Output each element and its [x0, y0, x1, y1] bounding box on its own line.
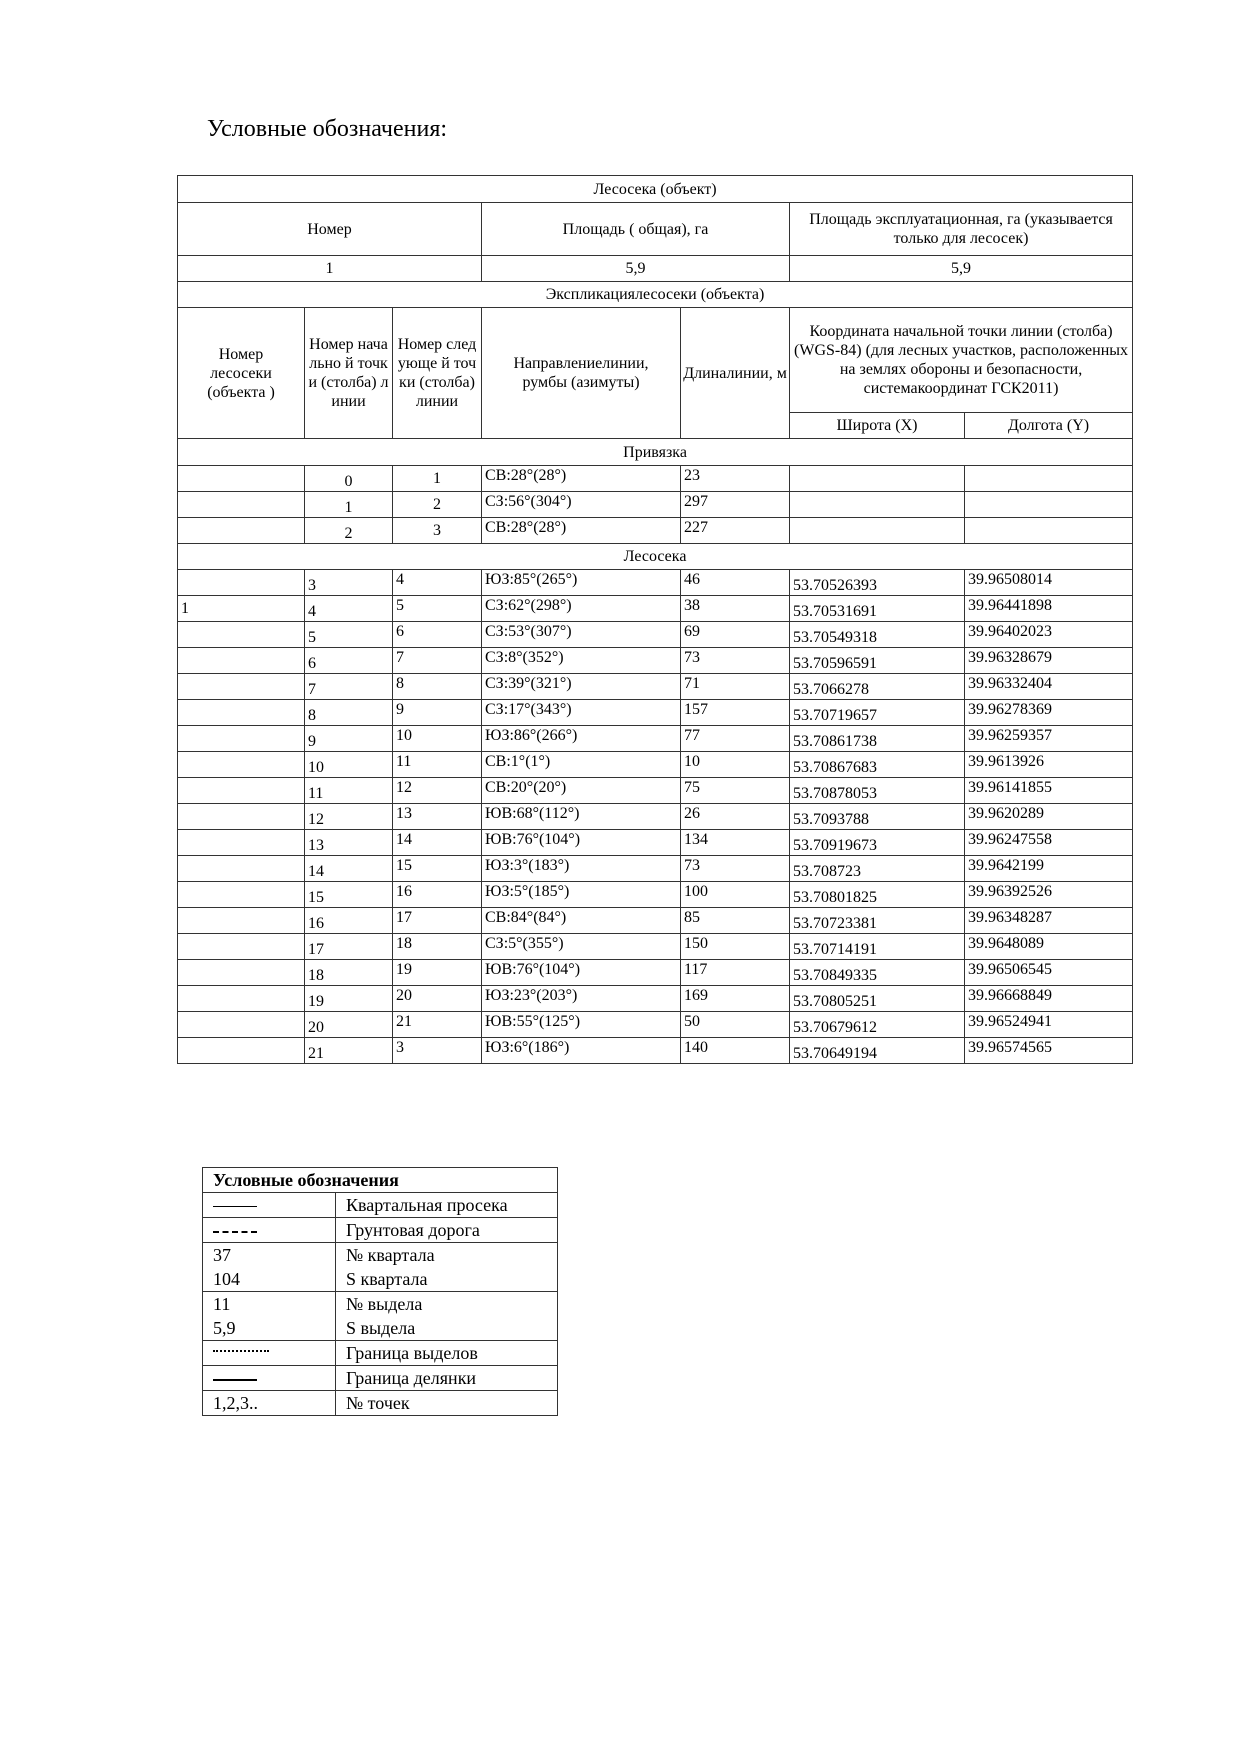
start-point-cell: 16 — [305, 908, 393, 934]
next-point-cell: 8 — [393, 674, 482, 700]
lat-cell: 53.7093788 — [790, 804, 965, 830]
lat-cell: 53.70679612 — [790, 1012, 965, 1038]
direction-cell: СВ:28°(28°) — [482, 466, 681, 492]
legend-label: № точек — [336, 1391, 558, 1416]
lat-cell: 53.70861738 — [790, 726, 965, 752]
plot-no-cell — [178, 700, 305, 726]
plot-no-cell — [178, 908, 305, 934]
plot-row — [178, 752, 1133, 778]
next-point-cell: 11 — [393, 752, 482, 778]
start-point-cell: 5 — [305, 622, 393, 648]
lon-cell — [965, 466, 1133, 492]
lat-cell: 53.70723381 — [790, 908, 965, 934]
plot-row — [178, 726, 1133, 752]
dashed-line-icon — [213, 1231, 257, 1233]
direction-cell: ЮВ:55°(125°) — [482, 1012, 681, 1038]
next-point-cell: 21 — [393, 1012, 482, 1038]
binding-row — [178, 492, 1133, 518]
plot-no-cell — [178, 492, 305, 518]
plot-no-cell — [178, 856, 305, 882]
binding-row — [178, 466, 1133, 492]
lat-cell: 53.708723 — [790, 856, 965, 882]
length-cell: 73 — [681, 648, 790, 674]
plot-row — [178, 622, 1133, 648]
legend-table — [202, 1167, 558, 1416]
length-cell: 150 — [681, 934, 790, 960]
lat-cell — [790, 466, 965, 492]
plot-no-header: Номер лесосеки (объекта ) — [178, 308, 305, 439]
lon-cell: 39.96328679 — [965, 648, 1133, 674]
lon-cell — [965, 492, 1133, 518]
direction-header: Направлениелинии, румбы (азимуты) — [482, 308, 681, 439]
legend-symbol-line: 5,9 — [213, 1318, 236, 1338]
length-cell: 134 — [681, 830, 790, 856]
length-cell: 50 — [681, 1012, 790, 1038]
next-point-cell: 12 — [393, 778, 482, 804]
binding-row — [178, 518, 1133, 544]
start-point-cell: 10 — [305, 752, 393, 778]
next-point-header: Номер следующе й точки (столба) линии — [393, 308, 482, 439]
plot-no-cell — [178, 1038, 305, 1064]
legend-label-line: S квартала — [346, 1269, 428, 1289]
length-cell: 69 — [681, 622, 790, 648]
legend-row — [203, 1341, 558, 1366]
length-cell: 10 — [681, 752, 790, 778]
lat-cell: 53.70526393 — [790, 570, 965, 596]
legend-row — [203, 1193, 558, 1218]
lon-cell: 39.9613926 — [965, 752, 1133, 778]
lon-cell: 39.96524941 — [965, 1012, 1133, 1038]
next-point-cell: 1 — [393, 466, 482, 492]
next-point-cell: 19 — [393, 960, 482, 986]
lon-cell: 39.96392526 — [965, 882, 1133, 908]
start-point-cell: 1 — [305, 492, 393, 518]
length-cell: 140 — [681, 1038, 790, 1064]
legend-symbol — [203, 1292, 336, 1341]
plot-no-cell — [178, 622, 305, 648]
length-cell: 75 — [681, 778, 790, 804]
lat-cell: 53.70849335 — [790, 960, 965, 986]
plot-no-cell — [178, 830, 305, 856]
lon-cell: 39.96574565 — [965, 1038, 1133, 1064]
direction-cell: СЗ:5°(355°) — [482, 934, 681, 960]
start-point-cell: 14 — [305, 856, 393, 882]
plot-row — [178, 804, 1133, 830]
length-cell: 227 — [681, 518, 790, 544]
direction-cell: СЗ:53°(307°) — [482, 622, 681, 648]
lat-cell — [790, 492, 965, 518]
lon-cell: 39.96506545 — [965, 960, 1133, 986]
plot-row — [178, 778, 1133, 804]
dotted-line-icon — [213, 1350, 269, 1352]
plot-section-title: Лесосека — [178, 544, 1133, 570]
summary-area-total: 5,9 — [482, 256, 790, 282]
plot-no-cell — [178, 882, 305, 908]
page-heading: Условные обозначения: — [207, 116, 448, 142]
next-point-cell: 14 — [393, 830, 482, 856]
start-point-cell: 13 — [305, 830, 393, 856]
summary-area-exploit: 5,9 — [790, 256, 1133, 282]
legend-row — [203, 1243, 558, 1292]
plot-row — [178, 856, 1133, 882]
plot-no-cell — [178, 986, 305, 1012]
legend-label: Грунтовая дорога — [336, 1218, 558, 1243]
next-point-cell: 15 — [393, 856, 482, 882]
legend-label — [336, 1292, 558, 1341]
legend-symbol: 1,2,3.. — [203, 1391, 336, 1416]
plot-no-cell — [178, 804, 305, 830]
plot-no-cell — [178, 960, 305, 986]
lon-cell: 39.96402023 — [965, 622, 1133, 648]
length-cell: 23 — [681, 466, 790, 492]
lat-cell: 53.7066278 — [790, 674, 965, 700]
start-point-cell: 17 — [305, 934, 393, 960]
plot-no-cell — [178, 466, 305, 492]
legend-rows — [203, 1193, 558, 1416]
summary-number: 1 — [178, 256, 482, 282]
length-cell: 169 — [681, 986, 790, 1012]
lat-cell: 53.70549318 — [790, 622, 965, 648]
plot-row — [178, 986, 1133, 1012]
start-point-cell: 3 — [305, 570, 393, 596]
next-point-cell: 20 — [393, 986, 482, 1012]
plot-no-cell — [178, 1012, 305, 1038]
direction-cell: СВ:28°(28°) — [482, 518, 681, 544]
legend-row — [203, 1366, 558, 1391]
direction-cell: СЗ:56°(304°) — [482, 492, 681, 518]
direction-cell: СВ:20°(20°) — [482, 778, 681, 804]
next-point-cell: 2 — [393, 492, 482, 518]
direction-cell: СЗ:8°(352°) — [482, 648, 681, 674]
lat-cell: 53.70805251 — [790, 986, 965, 1012]
plot-row — [178, 570, 1133, 596]
plot-no-cell — [178, 570, 305, 596]
solid-line-icon — [213, 1206, 257, 1207]
length-cell: 38 — [681, 596, 790, 622]
direction-cell: ЮЗ:86°(266°) — [482, 726, 681, 752]
next-point-cell: 9 — [393, 700, 482, 726]
plot-row — [178, 882, 1133, 908]
length-header: Длиналинии, м — [681, 308, 790, 439]
lon-header: Долгота (Y) — [965, 413, 1133, 439]
direction-cell: ЮЗ:5°(185°) — [482, 882, 681, 908]
start-point-cell: 11 — [305, 778, 393, 804]
plot-row — [178, 674, 1133, 700]
legend-symbol — [203, 1243, 336, 1292]
start-point-cell: 0 — [305, 466, 393, 492]
next-point-cell: 10 — [393, 726, 482, 752]
lat-cell: 53.70714191 — [790, 934, 965, 960]
next-point-cell: 13 — [393, 804, 482, 830]
start-point-cell: 4 — [305, 596, 393, 622]
plot-no-cell — [178, 778, 305, 804]
lon-cell: 39.96141855 — [965, 778, 1133, 804]
plot-row — [178, 648, 1133, 674]
lon-cell: 39.96348287 — [965, 908, 1133, 934]
lon-cell: 39.9648089 — [965, 934, 1133, 960]
start-point-cell: 12 — [305, 804, 393, 830]
plot-no-cell — [178, 726, 305, 752]
lon-cell: 39.96508014 — [965, 570, 1133, 596]
next-point-cell: 18 — [393, 934, 482, 960]
explication-title: Экспликациялесосеки (объекта) — [178, 282, 1133, 308]
plot-no-cell — [178, 934, 305, 960]
start-point-cell: 15 — [305, 882, 393, 908]
direction-cell: ЮЗ:85°(265°) — [482, 570, 681, 596]
lat-cell: 53.70719657 — [790, 700, 965, 726]
plot-no-cell — [178, 674, 305, 700]
lon-cell: 39.96247558 — [965, 830, 1133, 856]
lat-cell: 53.70596591 — [790, 648, 965, 674]
lat-cell — [790, 518, 965, 544]
direction-cell: СЗ:17°(343°) — [482, 700, 681, 726]
binding-rows — [178, 466, 1133, 544]
lat-cell: 53.70649194 — [790, 1038, 965, 1064]
direction-cell: ЮЗ:6°(186°) — [482, 1038, 681, 1064]
plot-row — [178, 830, 1133, 856]
next-point-cell: 17 — [393, 908, 482, 934]
legend-row — [203, 1391, 558, 1416]
plot-no-cell — [178, 752, 305, 778]
direction-cell: СВ:1°(1°) — [482, 752, 681, 778]
lat-cell: 53.70867683 — [790, 752, 965, 778]
lon-cell: 39.96259357 — [965, 726, 1133, 752]
next-point-cell: 3 — [393, 1038, 482, 1064]
start-point-cell: 2 — [305, 518, 393, 544]
next-point-cell: 6 — [393, 622, 482, 648]
plot-row — [178, 908, 1133, 934]
area-total-header: Площадь ( общая), га — [482, 203, 790, 256]
legend-label-line: № выдела — [346, 1294, 423, 1314]
lon-cell: 39.96441898 — [965, 596, 1133, 622]
plot-table — [177, 175, 1133, 1064]
length-cell: 297 — [681, 492, 790, 518]
length-cell: 117 — [681, 960, 790, 986]
direction-cell: СЗ:39°(321°) — [482, 674, 681, 700]
start-point-cell: 18 — [305, 960, 393, 986]
start-point-cell: 8 — [305, 700, 393, 726]
lon-cell: 39.96332404 — [965, 674, 1133, 700]
direction-cell: ЮВ:68°(112°) — [482, 804, 681, 830]
plot-no-cell — [178, 648, 305, 674]
length-cell: 85 — [681, 908, 790, 934]
legend-symbol-line: 11 — [213, 1294, 231, 1314]
legend-symbol — [203, 1218, 336, 1243]
plot-row — [178, 596, 1133, 622]
plot-no-cell: 1 — [178, 596, 305, 622]
table-title: Лесосека (объект) — [178, 176, 1133, 203]
area-exploit-header: Площадь эксплуатационная, га (указывается только для лесосек) — [790, 203, 1133, 256]
start-point-cell: 7 — [305, 674, 393, 700]
start-point-cell: 20 — [305, 1012, 393, 1038]
legend-label: Квартальная просека — [336, 1193, 558, 1218]
start-point-cell: 6 — [305, 648, 393, 674]
direction-cell: ЮЗ:3°(183°) — [482, 856, 681, 882]
coord-header: Координата начальной точки линии (столба) (WGS-84) (для лесных участков, расположенных на землях обороны и безопасности, системакоординат ГСК2011) — [790, 308, 1133, 413]
next-point-cell: 16 — [393, 882, 482, 908]
thick-line-icon — [213, 1379, 257, 1381]
start-point-cell: 19 — [305, 986, 393, 1012]
direction-cell: ЮВ:76°(104°) — [482, 830, 681, 856]
plot-row — [178, 1038, 1133, 1064]
plot-rows — [178, 570, 1133, 1064]
legend-row — [203, 1292, 558, 1341]
legend-label-line: S выдела — [346, 1318, 416, 1338]
length-cell: 157 — [681, 700, 790, 726]
start-point-cell: 21 — [305, 1038, 393, 1064]
next-point-cell: 3 — [393, 518, 482, 544]
direction-cell: СВ:84°(84°) — [482, 908, 681, 934]
lat-cell: 53.70531691 — [790, 596, 965, 622]
start-point-cell: 9 — [305, 726, 393, 752]
length-cell: 100 — [681, 882, 790, 908]
legend-label — [336, 1243, 558, 1292]
length-cell: 77 — [681, 726, 790, 752]
legend-label: Граница делянки — [336, 1366, 558, 1391]
legend-symbol — [203, 1341, 336, 1366]
plot-no-cell — [178, 518, 305, 544]
legend-row — [203, 1218, 558, 1243]
legend-symbol — [203, 1366, 336, 1391]
length-cell: 26 — [681, 804, 790, 830]
length-cell: 73 — [681, 856, 790, 882]
lat-cell: 53.70801825 — [790, 882, 965, 908]
plot-row — [178, 960, 1133, 986]
lon-cell: 39.9620289 — [965, 804, 1133, 830]
length-cell: 71 — [681, 674, 790, 700]
length-cell: 46 — [681, 570, 790, 596]
lat-cell: 53.70919673 — [790, 830, 965, 856]
plot-row — [178, 1012, 1133, 1038]
legend-label: Граница выделов — [336, 1341, 558, 1366]
lat-header: Широта (X) — [790, 413, 965, 439]
direction-cell: ЮЗ:23°(203°) — [482, 986, 681, 1012]
next-point-cell: 5 — [393, 596, 482, 622]
number-header: Номер — [178, 203, 482, 256]
legend-symbol-line: 37 — [213, 1245, 231, 1265]
plot-row — [178, 700, 1133, 726]
next-point-cell: 7 — [393, 648, 482, 674]
binding-title: Привязка — [178, 439, 1133, 466]
lon-cell: 39.9642199 — [965, 856, 1133, 882]
direction-cell: СЗ:62°(298°) — [482, 596, 681, 622]
start-point-header: Номер начально й точки (столба) линии — [305, 308, 393, 439]
lon-cell: 39.96278369 — [965, 700, 1133, 726]
lon-cell: 39.96668849 — [965, 986, 1133, 1012]
plot-row — [178, 934, 1133, 960]
legend-title: Условные обозначения — [203, 1168, 558, 1193]
next-point-cell: 4 — [393, 570, 482, 596]
direction-cell: ЮВ:76°(104°) — [482, 960, 681, 986]
legend-label-line: № квартала — [346, 1245, 435, 1265]
legend-symbol-line: 104 — [213, 1269, 240, 1289]
lat-cell: 53.70878053 — [790, 778, 965, 804]
legend-symbol — [203, 1193, 336, 1218]
lon-cell — [965, 518, 1133, 544]
